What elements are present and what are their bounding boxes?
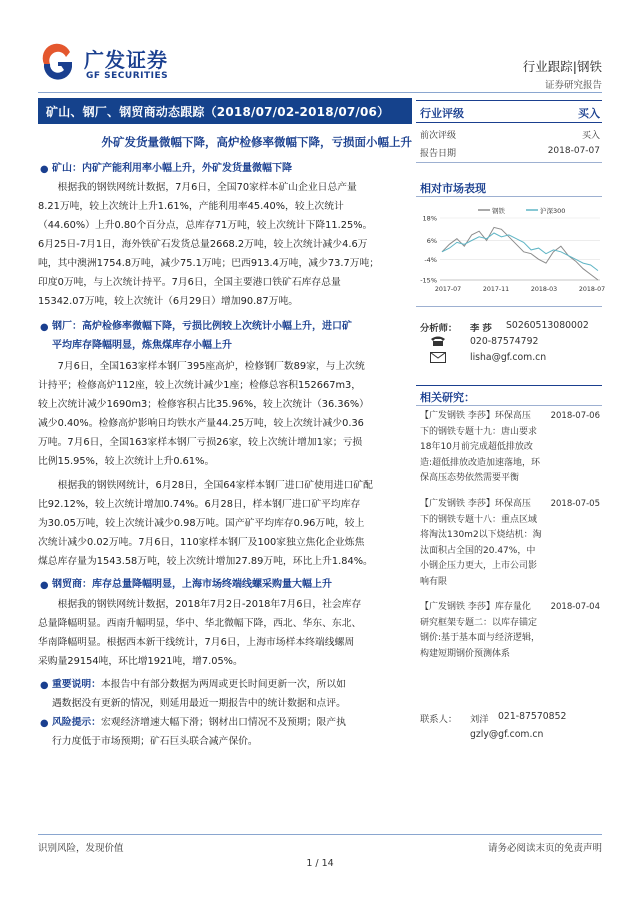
mill-line: 较上次统计减少1690m3；检修容积占比35.96%，较上次统计（36.36%） xyxy=(38,399,369,410)
mill-line: 减少0.40%。检修高炉影响日均铁水产量44.25万吨，较上次统计减少0.36 xyxy=(38,418,364,429)
note-line: 遇数据没有更新的情况，则延用最近一期报告中的统计数据和点评。 xyxy=(52,698,346,709)
chart-title-rule xyxy=(416,196,602,197)
series-line xyxy=(442,227,598,280)
y-tick-label: 6% xyxy=(426,237,437,246)
mill-line: 根据我的钢铁网统计，6月28日，全国64家样本钢厂进口矿使用进口矿配 xyxy=(57,480,373,491)
research-item-1[interactable] xyxy=(420,409,544,487)
phone-icon xyxy=(430,335,446,347)
liaison-email[interactable]: gzly@gf.com.cn xyxy=(470,729,544,740)
report-category: 行业跟踪|钢铁 xyxy=(522,59,602,74)
rating-bottom-rule xyxy=(416,162,602,163)
logo-english-text: GF SECURITIES xyxy=(86,71,169,81)
mine-line: 吨，其中澳洲1754.8万吨，减少75.1万吨；巴西913.4万吨，减少73.7万吨； xyxy=(38,258,380,269)
risk-text: 宏观经济增速大幅下滑；钢材出口情况不及预期；限产执 xyxy=(100,717,346,728)
legend-label: 钢铁 xyxy=(492,207,505,215)
report-date-label: 报告日期 xyxy=(420,149,457,159)
header-divider xyxy=(38,92,602,93)
research-item-2[interactable] xyxy=(420,497,544,590)
report-subtitle: 外矿发货量微幅下降，高炉检修率微幅下降，亏损面小幅上升 xyxy=(101,135,412,149)
research-item-line: 钢价:基于基本面与经济逻辑， xyxy=(420,633,541,643)
research-item-date: 2018-07-04 xyxy=(550,602,600,612)
mill-line: 次统计减少0.02万吨。7月6日，110家样本钢厂及100家独立焦化企业炼焦 xyxy=(38,537,365,548)
x-tick-label: 2017-11 xyxy=(482,286,510,293)
footer-disclaimer: 请务必阅读末页的免责声明 xyxy=(487,843,602,854)
chart-title: 相对市场表现 xyxy=(420,182,486,195)
y-tick-label: -15% xyxy=(420,276,437,285)
mine-line: 印度0万吨，与上次统计持平。7月6日，全国主要港口铁矿石库存总量 xyxy=(38,277,341,288)
x-tick-label: 2018-07 xyxy=(578,286,606,293)
trader-line: 华南降幅明显。根据西本新干线统计，7月6日，上海市场样本终端线螺周 xyxy=(38,637,355,648)
bullet-icon: ● xyxy=(40,322,49,333)
chart-bottom-rule xyxy=(416,306,602,307)
research-title: 相关研究： xyxy=(420,391,475,404)
liaison-phone: 021-87570852 xyxy=(498,711,567,722)
mill-line: 比例15.95%，较上次统计上升0.61%。 xyxy=(38,456,215,467)
research-item-line: 构建短期钢价预测体系 xyxy=(420,648,511,659)
research-item-line: 小钢企压力更大，上市公司影 xyxy=(420,561,538,571)
prev-rating-value: 买入 xyxy=(581,131,600,141)
research-item-line: 下的钢铁专题十八：重点区域 xyxy=(420,514,538,525)
risk-line xyxy=(52,714,412,733)
analyst-license: S0260513080002 xyxy=(506,320,589,331)
rating-title: 行业评级 xyxy=(420,107,464,120)
mine-heading: 矿山：内矿产能利用率小幅上升，外矿发货量微幅下降 xyxy=(52,163,292,174)
bullet-icon: ● xyxy=(40,164,49,175)
trader-heading: 钢贸商：库存总量降幅明显，上海市场终端线螺采购量大幅上升 xyxy=(52,579,332,590)
logo-text: 广发证券 xyxy=(84,48,168,72)
footer-divider xyxy=(38,834,602,835)
mill-line: 计持平；检修高炉112座，较上次统计减少1座；检修总容积152667m3， xyxy=(38,380,362,391)
research-top-rule xyxy=(416,385,602,386)
y-tick-label: 18% xyxy=(422,214,437,223)
rating-current: 买入 xyxy=(578,107,600,120)
research-item-line: 研究框架专题二：以库存锚定 xyxy=(420,617,538,628)
report-title: 矿山、钢厂、钢贸商动态跟踪（2018/07/02-2018/07/06） xyxy=(46,105,390,119)
footer-slogan: 识别风险，发现价值 xyxy=(38,843,124,854)
mine-line: 6月25日-7月1日，海外铁矿石发货总量2668.2万吨，较上次统计减少4.6万 xyxy=(38,239,368,250)
research-item-line: 将淘汰130m2以下烧结机：淘 xyxy=(420,530,542,540)
liaison-label: 联系人： xyxy=(420,714,458,725)
research-item-line: 保高压态势依然需要平衡 xyxy=(420,473,520,483)
research-item-line: 响有限 xyxy=(420,576,448,587)
risk-label: 风险提示： xyxy=(52,717,101,728)
research-item-3[interactable] xyxy=(420,600,544,662)
mill-line: 煤总库存量为1543.58万吨，较上次统计增加27.89万吨，环比上升1.84%。 xyxy=(38,556,373,567)
email-icon xyxy=(430,352,446,363)
analyst-email[interactable]: lisha@gf.com.cn xyxy=(470,352,547,363)
analyst-name: 李 莎 xyxy=(470,323,492,334)
rating-rule xyxy=(416,122,602,123)
note-text: 本报告中有部分数据为两周或更长时间更新一次，所以如 xyxy=(100,679,346,690)
relative-performance-chart xyxy=(418,206,606,302)
research-item-date: 2018-07-06 xyxy=(550,411,600,421)
research-item-date: 2018-07-05 xyxy=(550,499,600,509)
mine-line: 15342.07万吨，较上次统计（6月29日）增加90.87万吨。 xyxy=(38,296,299,307)
research-item-line: 【广发钢铁 李莎】环保高压 xyxy=(420,411,531,421)
mill-heading: 钢厂：高炉检修率微幅下降，亏损比例较上次统计小幅上升，进口矿 xyxy=(52,321,352,332)
trader-line: 根据我的钢铁网统计数据，2018年7月2日-2018年7月6日，社会库存 xyxy=(57,599,362,610)
research-rule xyxy=(416,405,602,406)
research-item-line: 【广发钢铁 李莎】库存量化 xyxy=(420,602,531,612)
gf-logo-icon xyxy=(40,46,80,82)
prev-rating-label: 前次评级 xyxy=(420,131,457,141)
trader-line: 总量降幅明显。西南升幅明显，华中、华北微幅下降，西北、华东、东北、 xyxy=(38,618,362,629)
analyst-phone: 020-87574792 xyxy=(470,336,539,347)
mill-heading: 平均库存降幅明显，炼焦煤库存小幅上升 xyxy=(52,340,232,351)
x-tick-label: 2017-07 xyxy=(434,286,462,293)
note-label: 重要说明： xyxy=(52,679,101,690)
mill-line: 比92.12%，较上次统计增加0.74%。6月28日，样本钢厂进口矿平均库存 xyxy=(38,499,361,510)
research-item-line: 18年10月前完成超低排放改 xyxy=(420,442,533,452)
trader-line: 采购量29154吨，环比增1921吨，增7.05%。 xyxy=(38,656,243,667)
mill-line: 7月6日，全国163家样本钢厂395座高炉，检修钢厂数89家，与上次统 xyxy=(57,361,365,372)
mine-line: （44.60%）上升0.80个百分点，总库存71万吨，较上次统计下降11.25%。 xyxy=(38,220,373,231)
legend-label: 沪深300 xyxy=(540,207,566,215)
page-number: 1 / 14 xyxy=(306,858,334,869)
note-line xyxy=(52,676,412,695)
bullet-icon: ● xyxy=(40,680,49,691)
report-type: 证券研究报告 xyxy=(544,80,602,91)
research-item-line: 下的钢铁专题十九：唐山要求 xyxy=(420,426,538,437)
liaison-name: 刘洋 xyxy=(470,714,489,725)
series-line xyxy=(442,233,598,271)
y-tick-label: -4% xyxy=(424,255,437,264)
research-item-line: 造:超低排放改造加速落地，环 xyxy=(420,457,541,468)
research-item-line: 【广发钢铁 李莎】环保高压 xyxy=(420,499,531,509)
mine-line: 8.21万吨，较上次统计上升1.61%，产能利用率45.40%，较上次统计 xyxy=(38,201,344,212)
analyst-label: 分析师： xyxy=(420,323,458,334)
rating-top-rule xyxy=(416,100,602,101)
research-item-line: 汰面积占全国的20.47%，中 xyxy=(420,545,536,556)
mine-line: 根据我的钢铁网统计数据，7月6日，全国70家样本矿山企业日总产量 xyxy=(57,182,357,193)
report-date-value: 2018-07-07 xyxy=(547,146,600,156)
x-tick-label: 2018-03 xyxy=(530,286,558,293)
mill-line: 为30.05万吨，较上次统计减少0.98万吨。国产矿平均库存0.96万吨，较上 xyxy=(38,518,365,529)
bullet-icon: ● xyxy=(40,580,49,591)
risk-line: 行力度低于市场预期；矿石巨头联合减产保价。 xyxy=(52,736,258,747)
bullet-icon: ● xyxy=(40,718,49,729)
mill-line: 万吨。7月6日，全国163家样本钢厂亏损26家，较上次统计增加1家；亏损 xyxy=(38,437,363,448)
